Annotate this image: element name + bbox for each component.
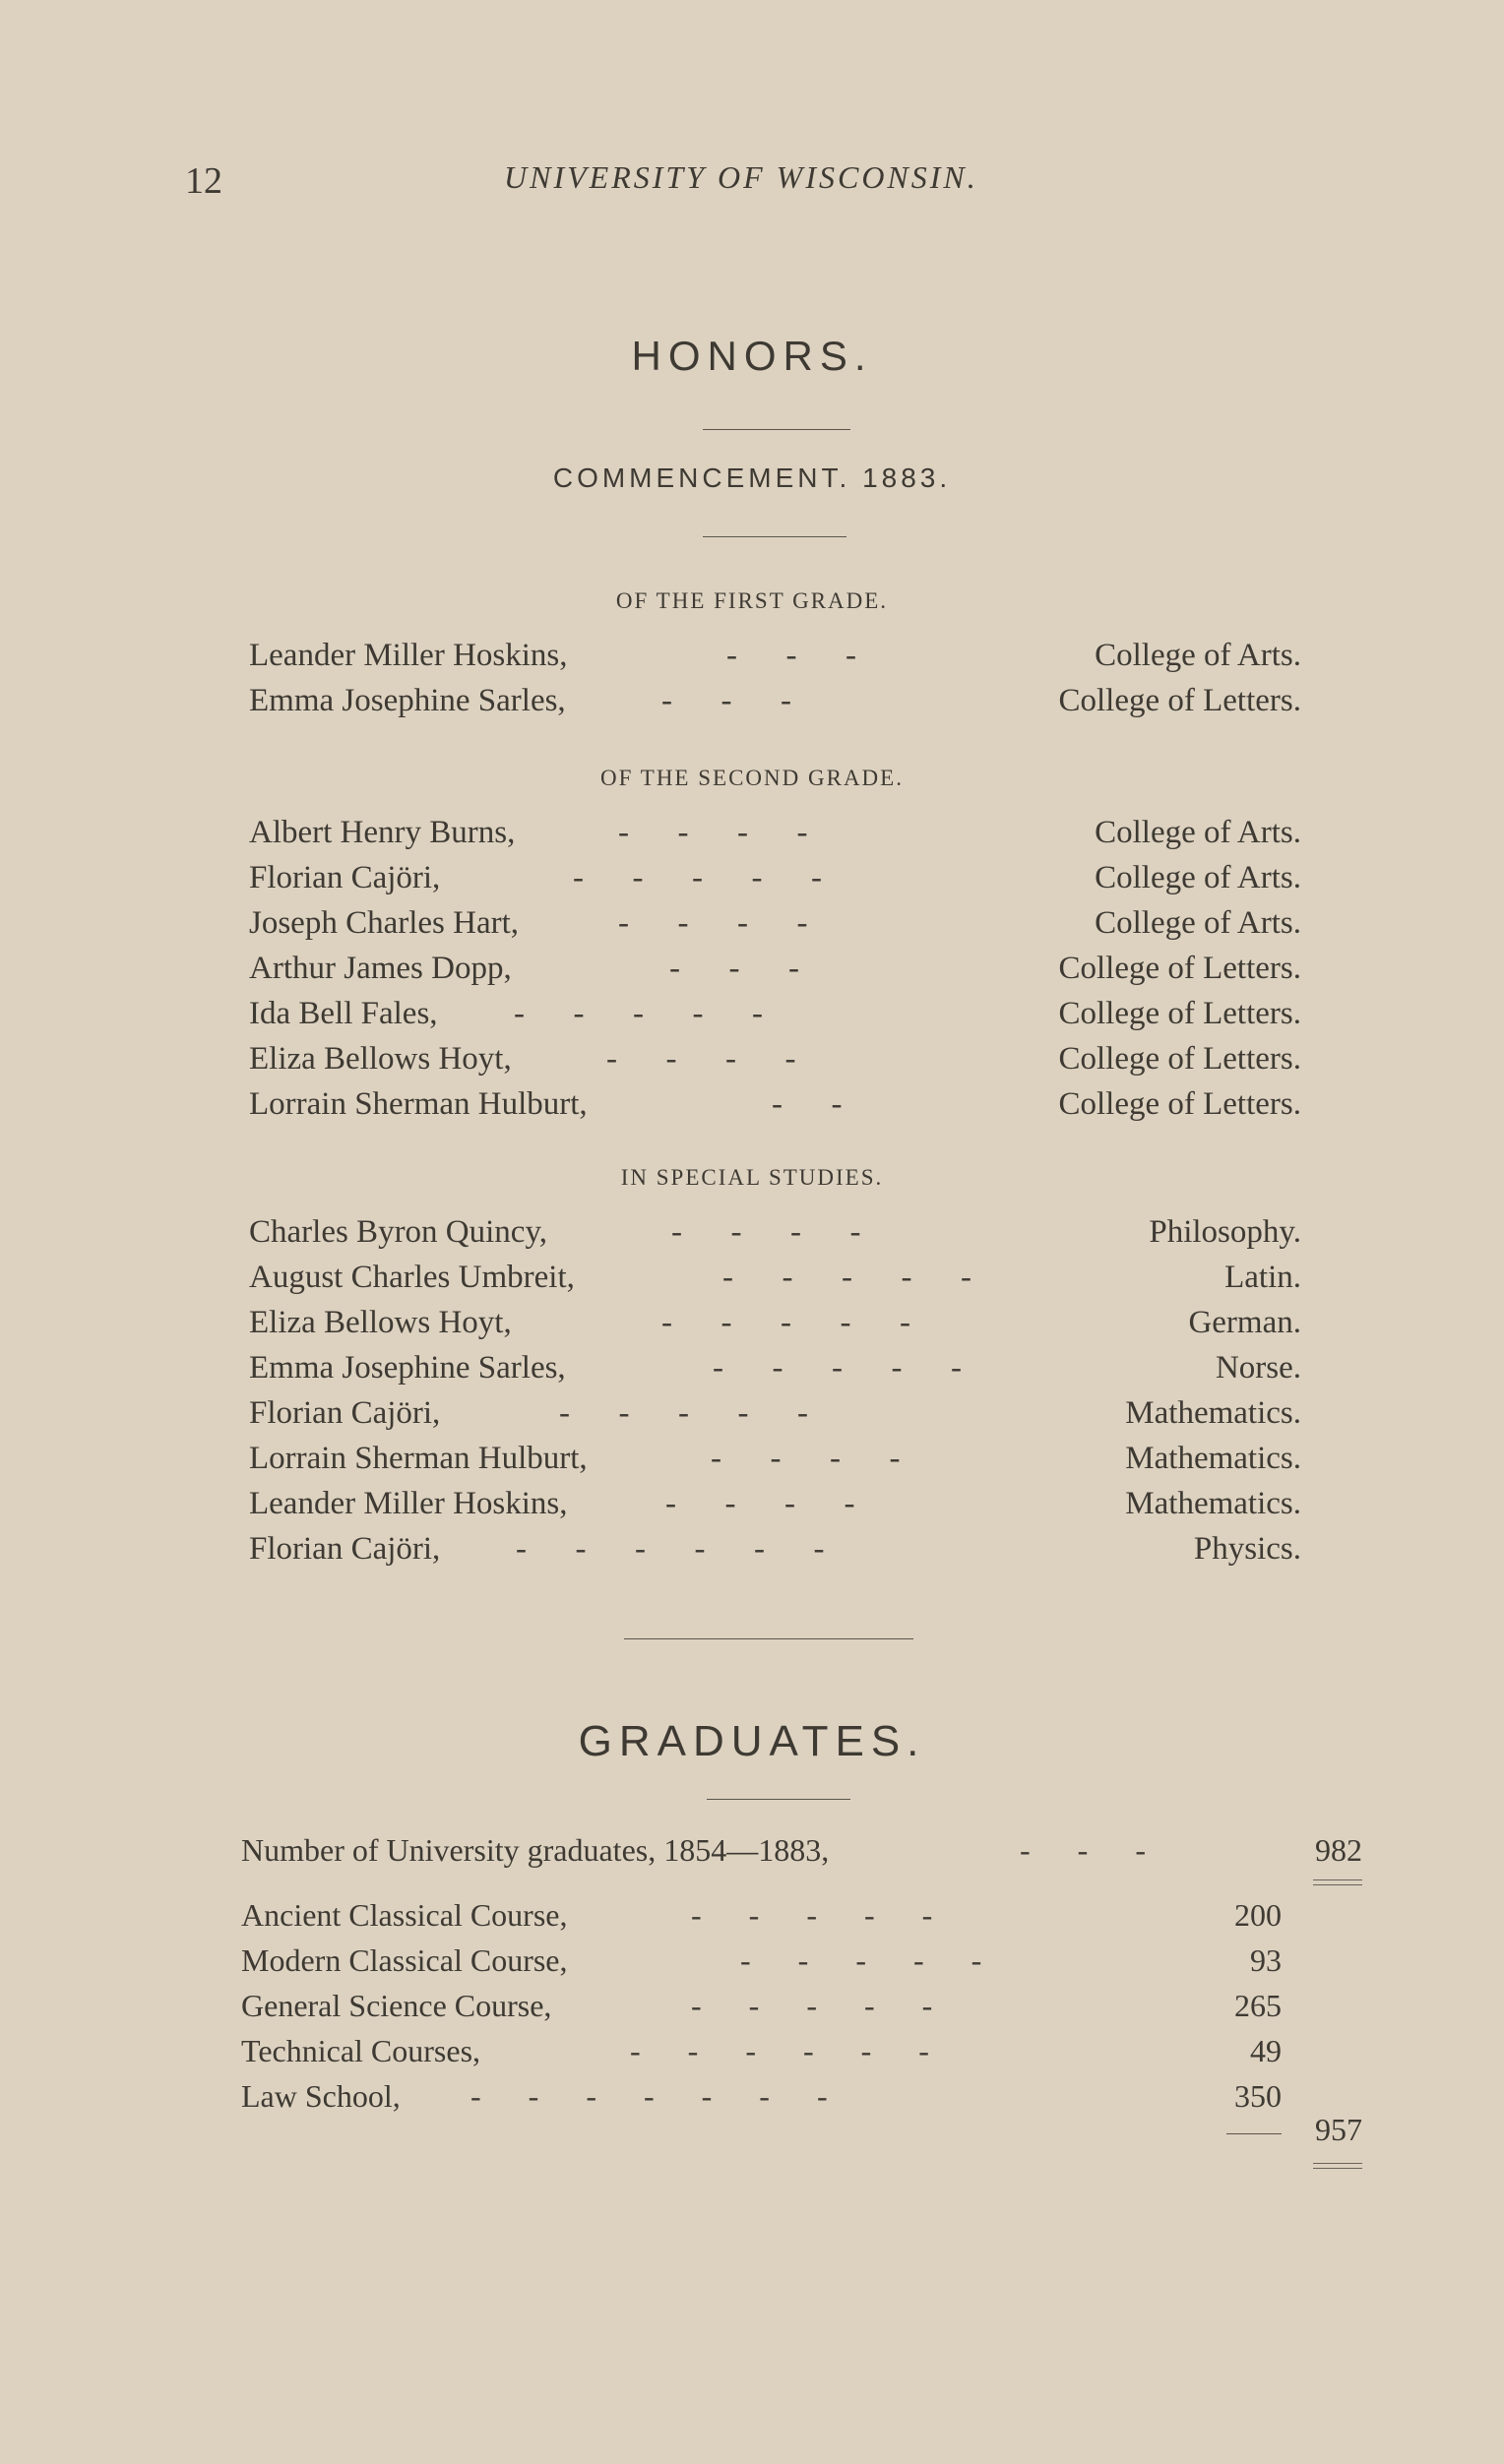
leader-dashes: - - - [726,638,856,673]
course-name: General Science Course, [241,1988,552,2023]
honor-name: Albert Henry Burns, [249,815,516,850]
leader-dashes: - - - - [618,905,808,941]
honor-row [0,1214,1504,1258]
honor-row [0,1041,1504,1084]
page-number: 12 [185,160,222,202]
running-header [0,159,1504,209]
honor-row [0,860,1504,903]
course-name: Ancient Classical Course, [241,1897,568,1933]
honor-value: College of Arts. [1095,638,1301,673]
graduates-total-row [0,1832,1504,1876]
honor-value: College of Arts. [1095,905,1301,941]
course-name: Modern Classical Course, [241,1942,568,1978]
graduates-total-label: Number of University graduates, 1854—1883, [241,1832,830,1868]
honor-value: German. [1188,1305,1301,1340]
course-count: 265 [1234,1988,1282,2023]
leader-dashes: - - - - - - [630,2033,929,2068]
leader-dashes: - - - - - [713,1350,962,1386]
graduates-sum-row [0,2112,1504,2155]
course-row [0,1988,1504,2031]
honor-name: Ida Bell Fales, [249,996,438,1031]
honor-name: Eliza Bellows Hoyt, [249,1041,512,1077]
second-grade-heading: OF THE SECOND GRADE. [600,766,904,790]
leader-dashes: - - - [661,683,791,718]
leader-dashes: - - - - [711,1441,901,1476]
divider-rule [703,429,850,430]
honor-row [0,951,1504,994]
honor-value: College of Letters. [1058,1086,1301,1122]
honor-value: College of Letters. [1058,951,1301,986]
honor-value: Latin. [1224,1260,1301,1295]
honor-name: Leander Miller Hoskins, [249,1486,568,1521]
special-studies-heading: IN SPECIAL STUDIES. [620,1165,884,1190]
leader-dashes: - - [772,1086,843,1122]
leader-dashes: - - - - [618,815,808,850]
course-row [0,2033,1504,2076]
leader-dashes: - - - - - [661,1305,910,1340]
leader-dashes: - - - [1020,1832,1146,1868]
honor-row [0,683,1504,726]
honor-value: Mathematics. [1125,1441,1301,1476]
honor-value: Philosophy. [1149,1214,1301,1250]
divider-rule [624,1638,913,1639]
honor-value: College of Arts. [1095,815,1301,850]
leader-dashes: - - - - [665,1486,855,1521]
leader-dashes: - - - - - [573,860,822,895]
commencement-heading: COMMENCEMENT. 1883. [552,462,952,493]
honor-name: Lorrain Sherman Hulburt, [249,1086,588,1122]
honor-row [0,1486,1504,1529]
honor-row [0,1531,1504,1574]
double-rule [1313,2163,1362,2169]
honor-row [0,815,1504,858]
leader-dashes: - - - - - - [516,1531,825,1567]
honor-row [0,1086,1504,1130]
honor-name: Arthur James Dopp, [249,951,512,986]
honor-row [0,905,1504,949]
leader-dashes: - - - - - [740,1942,982,1978]
course-count: 93 [1250,1942,1282,1978]
honor-name: Lorrain Sherman Hulburt, [249,1441,588,1476]
honor-value: Norse. [1215,1350,1301,1386]
divider-rule [707,1799,850,1800]
honor-row [0,638,1504,681]
honor-name: Eliza Bellows Hoyt, [249,1305,512,1340]
honor-row [0,1350,1504,1393]
leader-dashes: - - - - - - - [470,2078,828,2114]
leader-dashes: - - - - [606,1041,796,1077]
course-count: 350 [1234,2078,1282,2114]
honor-row [0,1260,1504,1303]
honor-name: Florian Cajöri, [249,1395,441,1431]
honor-value: College of Letters. [1058,683,1301,718]
honor-name: Charles Byron Quincy, [249,1214,548,1250]
leader-dashes: - - - [669,951,799,986]
leader-dashes: - - - - - [559,1395,808,1431]
double-rule [1313,1879,1362,1885]
honor-name: Florian Cajöri, [249,1531,441,1567]
course-name: Law School, [241,2078,401,2114]
honor-name: Emma Josephine Sarles, [249,1350,566,1386]
honor-value: Physics. [1193,1531,1301,1567]
honors-heading: HONORS. [631,333,873,379]
honor-name: Emma Josephine Sarles, [249,683,566,718]
first-grade-heading: OF THE FIRST GRADE. [615,588,889,613]
leader-dashes: - - - - [671,1214,861,1250]
honor-value: College of Arts. [1095,860,1301,895]
honor-value: Mathematics. [1125,1486,1301,1521]
course-name: Technical Courses, [241,2033,481,2068]
course-count: 200 [1234,1897,1282,1933]
honor-row [0,996,1504,1039]
course-row [0,1897,1504,1940]
course-count: 49 [1250,2033,1282,2068]
graduates-sum-value: 957 [1315,2112,1362,2147]
honor-row [0,1305,1504,1348]
running-title: UNIVERSITY OF WISCONSIN. [504,159,978,195]
honor-name: Florian Cajöri, [249,860,441,895]
honor-name: Joseph Charles Hart, [249,905,520,941]
honor-name: August Charles Umbreit, [249,1260,575,1295]
course-row [0,1942,1504,1986]
graduates-total-value: 982 [1315,1832,1362,1868]
graduates-heading: GRADUATES. [578,1717,926,1765]
honor-value: College of Letters. [1058,1041,1301,1077]
honor-row [0,1395,1504,1439]
divider-rule [703,536,846,537]
honor-value: Mathematics. [1125,1395,1301,1431]
leader-dashes: - - - - - [691,1897,933,1933]
honor-name: Leander Miller Hoskins, [249,638,568,673]
leader-dashes: - - - - - [722,1260,971,1295]
leader-dashes: - - - - - [691,1988,933,2023]
leader-dashes: - - - - - [514,996,763,1031]
honor-value: College of Letters. [1058,996,1301,1031]
honor-row [0,1441,1504,1484]
